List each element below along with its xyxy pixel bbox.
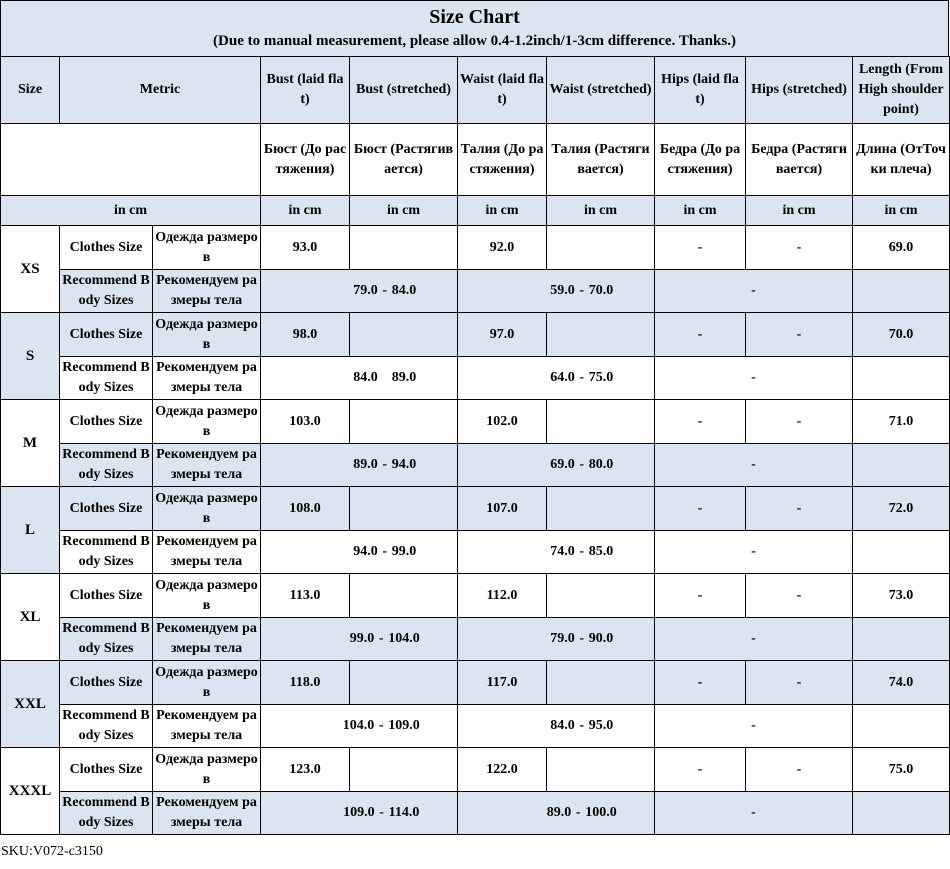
clothes-size-label-ru: Одежда размеров [153, 226, 261, 270]
hips-stretched-value: - [746, 661, 853, 705]
bust-flat-value: 98.0 [261, 313, 350, 357]
recommend-bust-range-max: 89.0 [391, 370, 417, 385]
recommend-length-value [853, 531, 950, 574]
recommend-bust-range [261, 792, 458, 835]
size-table [0, 56, 950, 835]
units-waist-stretched: in cm [547, 196, 655, 226]
recommend-waist-range-min: 79.0 [550, 631, 575, 646]
clothes-size-row [1, 313, 950, 357]
recommend-bust-range-max: 109.0 [388, 718, 420, 733]
title-block [0, 0, 949, 56]
waist-flat-value: 112.0 [458, 574, 547, 618]
bust-stretched-value [350, 574, 458, 618]
header-hips-stretched: Hips (stretched) [746, 57, 853, 124]
waist-stretched-value [547, 748, 655, 792]
units-hips-stretched: in cm [746, 196, 853, 226]
recommend-length-value [853, 357, 950, 400]
clothes-size-row [1, 661, 950, 705]
waist-stretched-value [547, 400, 655, 444]
recommend-hips-range: - [655, 531, 853, 574]
hips-stretched-value: - [746, 226, 853, 270]
hips-stretched-value: - [746, 487, 853, 531]
length-value: 70.0 [853, 313, 950, 357]
waist-flat-value: 92.0 [458, 226, 547, 270]
recommend-label-ru: Рекомендуем размеры тела [153, 270, 261, 313]
recommend-bust-range-min: 99.0 [349, 631, 375, 646]
clothes-size-label-ru: Одежда размеров [153, 313, 261, 357]
recommend-bust-range-separator: - [378, 631, 384, 646]
hips-flat-value: - [655, 226, 746, 270]
recommend-waist-range [458, 618, 655, 661]
units-waist-flat: in cm [458, 196, 547, 226]
hips-flat-value: - [655, 313, 746, 357]
header-metric: Metric [60, 57, 261, 124]
recommend-bust-range [261, 705, 458, 748]
waist-stretched-value [547, 487, 655, 531]
recommend-waist-range-separator: - [579, 370, 585, 385]
recommend-bust-range [261, 531, 458, 574]
recommend-hips-range: - [655, 444, 853, 487]
header-length: Length (From High shoulder point) [853, 57, 950, 124]
recommend-bust-range-max: 84.0 [391, 283, 417, 298]
header-bust-stretched: Bust (stretched) [350, 57, 458, 124]
recommend-length-value [853, 270, 950, 313]
hips-stretched-value: - [746, 400, 853, 444]
clothes-size-row [1, 748, 950, 792]
units-label: in cm [1, 196, 261, 226]
clothes-size-label-en: Clothes Size [60, 661, 153, 705]
recommend-waist-range [458, 705, 655, 748]
waist-flat-value: 122.0 [458, 748, 547, 792]
length-value: 69.0 [853, 226, 950, 270]
recommend-hips-range: - [655, 270, 853, 313]
recommend-label-ru: Рекомендуем размеры тела [153, 531, 261, 574]
recommend-waist-range-max: 95.0 [588, 718, 614, 733]
bust-flat-value: 113.0 [261, 574, 350, 618]
size-label: XXL [1, 661, 60, 748]
recommend-waist-range [458, 531, 655, 574]
recommend-bust-range [261, 270, 458, 313]
recommend-length-value [853, 618, 950, 661]
recommend-bust-range-min: 104.0 [342, 718, 375, 733]
header-bust-flat: Bust (laid flat) [261, 57, 350, 124]
waist-flat-value: 97.0 [458, 313, 547, 357]
hips-flat-value: - [655, 574, 746, 618]
recommend-bust-range-min: 84.0 [353, 370, 378, 385]
waist-flat-value: 107.0 [458, 487, 547, 531]
recommend-hips-range: - [655, 792, 853, 835]
recommend-length-value [853, 792, 950, 835]
hips-stretched-value: - [746, 313, 853, 357]
recommend-bust-range [261, 618, 458, 661]
recommend-waist-range-separator: - [579, 283, 585, 298]
recommend-bust-range-min: 89.0 [353, 457, 378, 472]
clothes-size-label-en: Clothes Size [60, 400, 153, 444]
waist-flat-value: 117.0 [458, 661, 547, 705]
header-ru-length: Длина (ОтТочки плеча) [853, 124, 950, 196]
size-label: L [1, 487, 60, 574]
recommend-label-ru: Рекомендуем размеры тела [153, 792, 261, 835]
recommend-bust-range-max: 104.0 [388, 631, 420, 646]
clothes-size-row [1, 487, 950, 531]
recommend-bust-range-max: 99.0 [391, 544, 417, 559]
recommend-waist-range-separator: - [579, 544, 585, 559]
clothes-size-label-en: Clothes Size [60, 313, 153, 357]
recommend-label-ru: Рекомендуем размеры тела [153, 618, 261, 661]
length-value: 73.0 [853, 574, 950, 618]
clothes-size-row [1, 574, 950, 618]
clothes-size-label-ru: Одежда размеров [153, 400, 261, 444]
recommend-size-row [1, 792, 950, 835]
size-label: S [1, 313, 60, 400]
recommend-bust-range-separator: - [379, 805, 384, 820]
recommend-bust-range-separator: - [382, 283, 388, 298]
header-row-ru [1, 124, 950, 196]
clothes-size-label-ru: Одежда размеров [153, 574, 261, 618]
recommend-waist-range-max: 75.0 [588, 370, 614, 385]
bust-flat-value: 123.0 [261, 748, 350, 792]
header-waist-stretched: Waist (stretched) [547, 57, 655, 124]
length-value: 75.0 [853, 748, 950, 792]
recommend-waist-range [458, 444, 655, 487]
recommend-waist-range-max: 100.0 [585, 805, 617, 820]
recommend-label-ru: Рекомендуем размеры тела [153, 705, 261, 748]
recommend-length-value [853, 444, 950, 487]
hips-flat-value: - [655, 748, 746, 792]
recommend-label-en: Recommend Body Sizes [60, 357, 153, 400]
size-label: XXXL [1, 748, 60, 835]
recommend-size-row [1, 357, 950, 400]
page-title: Size Chart [429, 6, 520, 28]
size-label: M [1, 400, 60, 487]
clothes-size-row [1, 226, 950, 270]
units-bust-stretched: in cm [350, 196, 458, 226]
hips-stretched-value: - [746, 748, 853, 792]
length-value: 74.0 [853, 661, 950, 705]
header-ru-bust-stretched: Бюст (Растягивается) [350, 124, 458, 196]
hips-flat-value: - [655, 487, 746, 531]
recommend-size-row [1, 705, 950, 748]
recommend-label-en: Recommend Body Sizes [60, 531, 153, 574]
recommend-label-ru: Рекомендуем размеры тела [153, 357, 261, 400]
recommend-bust-range-min: 109.0 [343, 805, 375, 820]
clothes-size-label-en: Clothes Size [60, 226, 153, 270]
recommend-hips-range: - [655, 618, 853, 661]
recommend-waist-range-separator: - [575, 805, 581, 820]
recommend-waist-range-min: 64.0 [550, 370, 575, 385]
recommend-bust-range-min: 79.0 [353, 283, 378, 298]
page-subtitle: (Due to manual measurement, please allow 0.4-1.2inch/1-3cm difference. Thanks.) [213, 33, 736, 49]
size-label: XL [1, 574, 60, 661]
recommend-waist-range-min: 84.0 [550, 718, 575, 733]
recommend-label-en: Recommend Body Sizes [60, 618, 153, 661]
bust-stretched-value [350, 487, 458, 531]
clothes-size-label-en: Clothes Size [60, 574, 153, 618]
recommend-waist-range-max: 80.0 [588, 457, 614, 472]
units-row [1, 196, 950, 226]
recommend-hips-range: - [655, 357, 853, 400]
recommend-label-en: Recommend Body Sizes [60, 444, 153, 487]
header-ru-waist-stretched: Талия (Растягивается) [547, 124, 655, 196]
units-bust-flat: in cm [261, 196, 350, 226]
recommend-waist-range-min: 74.0 [550, 544, 575, 559]
header-ru-hips-stretched: Бедра (Растягивается) [746, 124, 853, 196]
clothes-size-row [1, 400, 950, 444]
recommend-bust-range-min: 94.0 [353, 544, 378, 559]
recommend-label-ru: Рекомендуем размеры тела [153, 444, 261, 487]
recommend-waist-range [458, 270, 655, 313]
recommend-waist-range-max: 70.0 [588, 283, 614, 298]
sku-label: SKU:V072-c3150 [1, 844, 103, 859]
hips-stretched-value: - [746, 574, 853, 618]
recommend-label-en: Recommend Body Sizes [60, 705, 153, 748]
recommend-bust-range [261, 444, 458, 487]
bust-stretched-value [350, 748, 458, 792]
recommend-label-en: Recommend Body Sizes [60, 792, 153, 835]
recommend-waist-range-max: 85.0 [588, 544, 614, 559]
units-length: in cm [853, 196, 950, 226]
hips-flat-value: - [655, 661, 746, 705]
recommend-bust-range-max: 114.0 [388, 805, 420, 820]
recommend-waist-range [458, 357, 655, 400]
header-waist-flat: Waist (laid flat) [458, 57, 547, 124]
bust-flat-value: 93.0 [261, 226, 350, 270]
waist-flat-value: 102.0 [458, 400, 547, 444]
header-ru-hips-flat: Бедра (До растяжения) [655, 124, 746, 196]
recommend-bust-range-separator: - [382, 457, 388, 472]
recommend-size-row [1, 531, 950, 574]
bust-flat-value: 118.0 [261, 661, 350, 705]
recommend-waist-range-separator: - [579, 457, 585, 472]
bust-flat-value: 103.0 [261, 400, 350, 444]
bust-stretched-value [350, 226, 458, 270]
recommend-waist-range-separator: - [579, 718, 585, 733]
recommend-bust-range-max: 94.0 [391, 457, 417, 472]
recommend-waist-range-min: 89.0 [546, 805, 572, 820]
length-value: 71.0 [853, 400, 950, 444]
clothes-size-label-ru: Одежда размеров [153, 661, 261, 705]
recommend-waist-range-max: 90.0 [588, 631, 614, 646]
length-value: 72.0 [853, 487, 950, 531]
units-hips-flat: in cm [655, 196, 746, 226]
header-ru-waist-flat: Талия (До растяжения) [458, 124, 547, 196]
clothes-size-label-ru: Одежда размеров [153, 748, 261, 792]
recommend-hips-range: - [655, 705, 853, 748]
bust-stretched-value [350, 313, 458, 357]
bust-stretched-value [350, 400, 458, 444]
recommend-bust-range [261, 357, 458, 400]
recommend-waist-range-separator: - [579, 631, 585, 646]
bust-stretched-value [350, 661, 458, 705]
recommend-waist-range [458, 792, 655, 835]
waist-stretched-value [547, 661, 655, 705]
recommend-size-row [1, 444, 950, 487]
header-ru-blank [1, 124, 261, 196]
hips-flat-value: - [655, 400, 746, 444]
clothes-size-label-ru: Одежда размеров [153, 487, 261, 531]
recommend-size-row [1, 618, 950, 661]
recommend-label-en: Recommend Body Sizes [60, 270, 153, 313]
clothes-size-label-en: Clothes Size [60, 748, 153, 792]
bust-flat-value: 108.0 [261, 487, 350, 531]
clothes-size-label-en: Clothes Size [60, 487, 153, 531]
recommend-length-value [853, 705, 950, 748]
size-label: XS [1, 226, 60, 313]
recommend-waist-range-min: 69.0 [550, 457, 575, 472]
recommend-bust-range-separator: - [382, 544, 388, 559]
waist-stretched-value [547, 226, 655, 270]
waist-stretched-value [547, 313, 655, 357]
recommend-bust-range-separator: - [378, 718, 384, 733]
header-hips-flat: Hips (laid flat) [655, 57, 746, 124]
header-size: Size [1, 57, 60, 124]
header-row-en [1, 57, 950, 124]
recommend-size-row [1, 270, 950, 313]
recommend-waist-range-min: 59.0 [550, 283, 575, 298]
header-ru-bust-flat: Бюст (До растяжения) [261, 124, 350, 196]
waist-stretched-value [547, 574, 655, 618]
